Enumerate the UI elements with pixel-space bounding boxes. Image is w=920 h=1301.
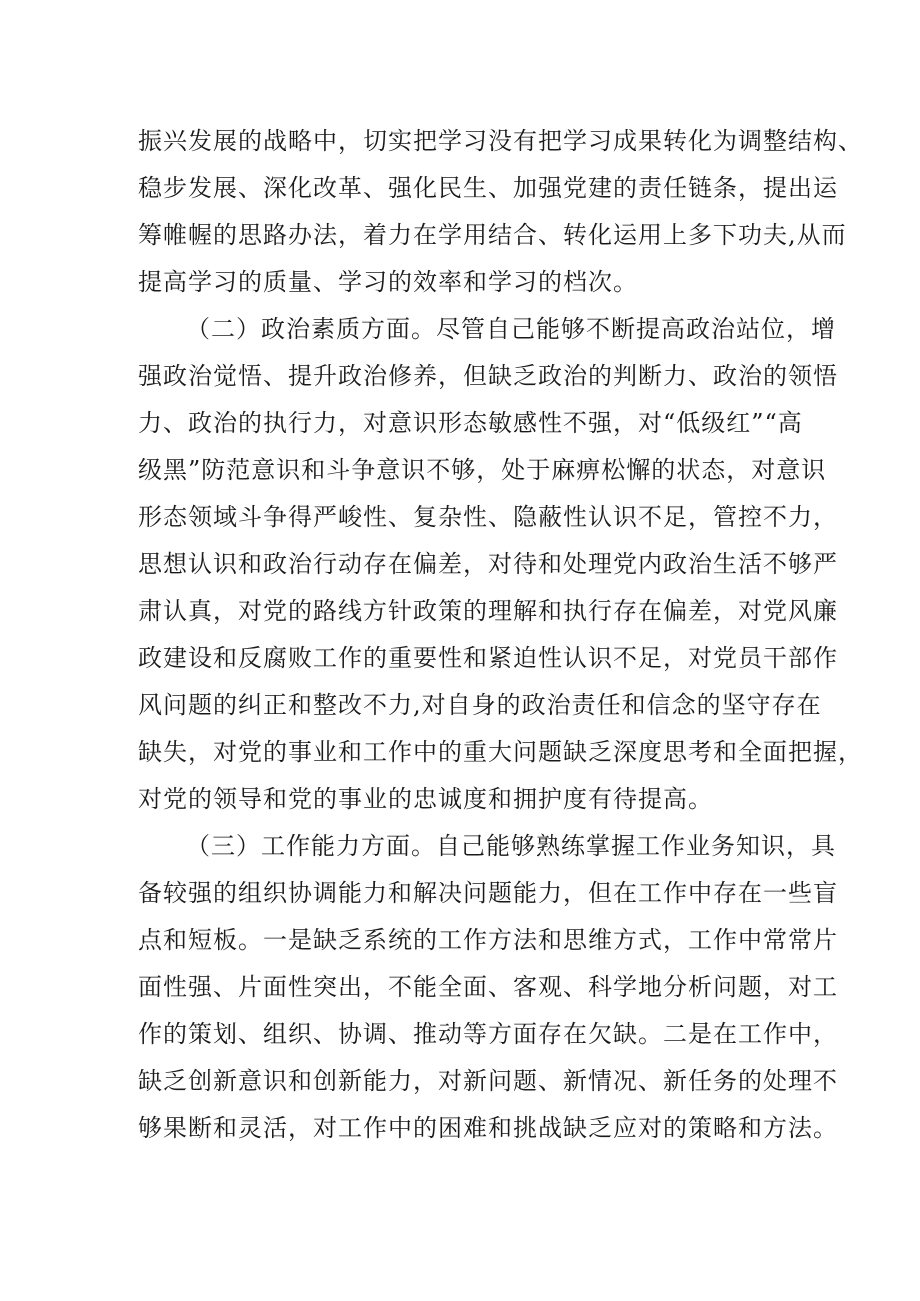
text-line: 思想认识和政治行动存在偏差，对待和处理党内政治生活不够严 xyxy=(138,550,838,578)
text-line: 形态领域斗争得严峻性、复杂性、隐蔽性认识不足，管控不力， xyxy=(138,503,838,531)
paragraph-heading-line: （二）政治素质方面。尽管自己能够不断提高政治站位，增 xyxy=(186,315,836,343)
text-line: 缺失，对党的事业和工作中的重大问题缺乏深度思考和全面把握， xyxy=(138,738,863,766)
text-line: 缺乏创新意识和创新能力，对新问题、新情况、新任务的处理不 xyxy=(138,1067,838,1095)
text-line: 级黑”防范意识和斗争意识不够，处于麻痹松懈的状态，对意识 xyxy=(138,456,827,484)
text-line: 风问题的纠正和整改不力,对自身的政治责任和信念的坚守存在 xyxy=(138,691,822,719)
text-line: 政建设和反腐败工作的重要性和紧迫性认识不足，对党员干部作 xyxy=(138,644,838,672)
text-line: 提高学习的质量、学习的效率和学习的档次。 xyxy=(138,268,638,296)
text-line: 够果断和灵活，对工作中的困难和挑战缺乏应对的策略和方法。 xyxy=(138,1114,838,1142)
text-line: 力、政治的执行力，对意识形态敏感性不强，对“低级红”“高 xyxy=(138,409,803,437)
text-line: 面性强、片面性突出，不能全面、客观、科学地分析问题，对工 xyxy=(138,973,838,1001)
text-line: 强政治觉悟、提升政治修养，但缺乏政治的判断力、政治的领悟 xyxy=(138,362,838,390)
text-line: 稳步发展、深化改革、强化民生、加强党建的责任链条，提出运 xyxy=(138,174,838,202)
text-line: 备较强的组织协调能力和解决问题能力，但在工作中存在一些盲 xyxy=(138,879,838,907)
text-line: 作的策划、组织、协调、推动等方面存在欠缺。二是在工作中， xyxy=(138,1020,838,1048)
text-line: 肃认真，对党的路线方针政策的理解和执行存在偏差，对党风廉 xyxy=(138,597,838,625)
paragraph-heading-line: （三）工作能力方面。自己能够熟练掌握工作业务知识，具 xyxy=(186,832,836,860)
document-body xyxy=(130,118,863,1152)
text-line: 对党的领导和党的事业的忠诚度和拥护度有待提高。 xyxy=(138,785,713,813)
text-line: 筹帷幄的思路办法，着力在学用结合、转化运用上多下功夫,从而 xyxy=(138,221,847,249)
text-line: 点和短板。一是缺乏系统的工作方法和思维方式，工作中常常片 xyxy=(138,926,838,954)
text-line: 振兴发展的战略中，切实把学习没有把学习成果转化为调整结构、 xyxy=(138,127,863,155)
